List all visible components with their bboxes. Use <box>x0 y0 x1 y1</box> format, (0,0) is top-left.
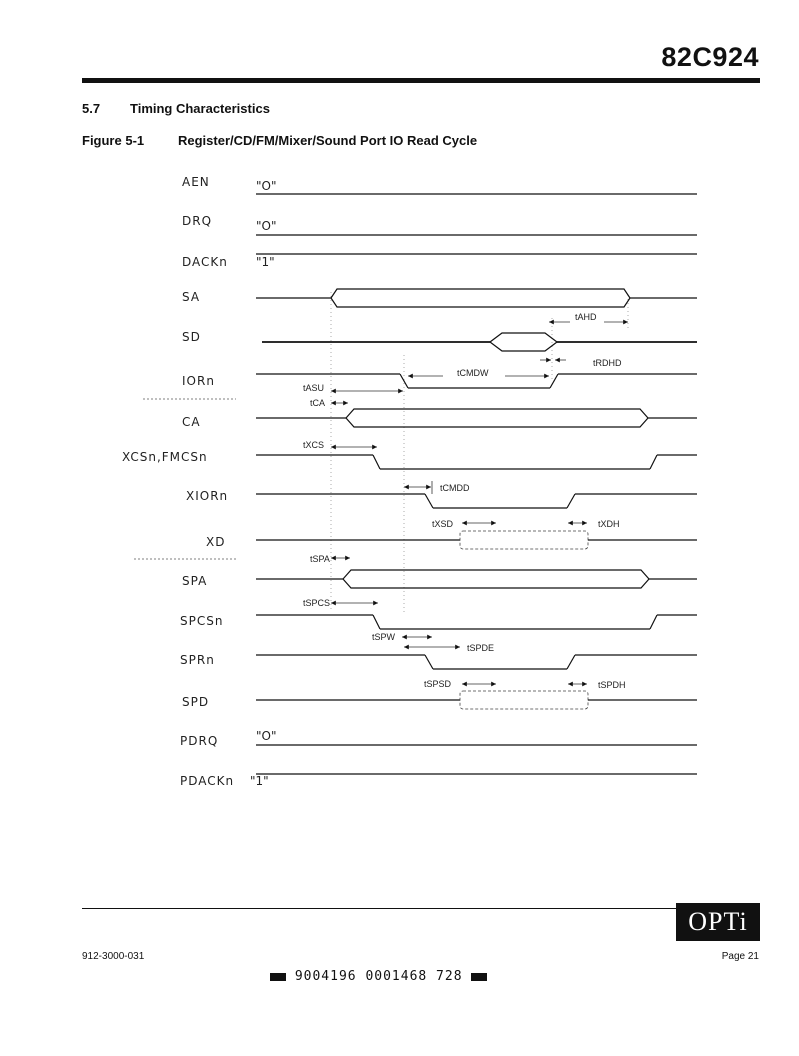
signal-label-pdrq: PDRQ <box>180 734 219 748</box>
figure-title: Register/CD/FM/Mixer/Sound Port IO Read Cycle <box>178 133 478 148</box>
timing-tca <box>310 398 348 408</box>
signal-label-drq: DRQ <box>182 214 213 228</box>
timing-tspa <box>310 554 350 564</box>
waveform-spcsn <box>256 615 697 629</box>
signal-label-sd: SD <box>182 330 201 344</box>
level-drq: "O" <box>256 219 277 233</box>
level-pdackn: "1" <box>250 774 269 788</box>
signal-label-ca: CA <box>182 415 201 429</box>
signal-label-spa: SPA <box>182 574 208 588</box>
waveform-spa <box>256 570 697 588</box>
timing-tspcs <box>303 598 378 608</box>
signal-label-xiorn: XIORn <box>186 489 229 503</box>
waveform-xd <box>256 531 697 549</box>
timing-label-txcs: tXCS <box>303 440 325 450</box>
signal-label-xd: XD <box>206 535 226 549</box>
timing-label-tspcs: tSPCS <box>303 598 331 608</box>
figure-number: Figure 5-1 <box>82 133 145 148</box>
signal-label-dackn: DACKn <box>182 255 228 269</box>
timing-tahd <box>549 312 628 322</box>
waveform-spd <box>256 691 697 709</box>
timing-label-tspa: tSPA <box>310 554 330 564</box>
level-aen: "O" <box>256 179 277 193</box>
waveform-sa <box>256 289 697 307</box>
timing-label-tspde: tSPDE <box>467 643 495 653</box>
page-number: Page 21 <box>721 951 759 962</box>
signal-label-sa: SA <box>182 290 201 304</box>
barcode <box>270 969 487 984</box>
signal-label-spcsn: SPCSn <box>180 614 224 628</box>
signal-label-pdackn: PDACKn <box>180 774 235 788</box>
timing-tspde <box>404 643 494 653</box>
section-number: 5.7 <box>82 101 101 116</box>
document-number: 912-3000-031 <box>82 951 145 962</box>
waveform-ca <box>256 409 697 427</box>
timing-tspw <box>372 632 432 642</box>
timing-label-tasu: tASU <box>303 383 325 393</box>
timing-tspsd <box>424 679 496 689</box>
timing-tspdh <box>568 680 626 690</box>
timing-tcmdd <box>404 481 470 494</box>
barcode-block-icon <box>471 973 487 981</box>
timing-label-tspw: tSPW <box>372 632 396 642</box>
timing-label-tspdh: tSPDH <box>598 680 626 690</box>
timing-label-tspsd: tSPSD <box>424 679 452 689</box>
section-title: Timing Characteristics <box>130 101 270 116</box>
barcode-block-icon <box>270 973 286 981</box>
barcode-text: 9004196 0001468 728 <box>294 969 463 984</box>
waveform-xcsn-fmcsn <box>256 455 697 469</box>
timing-label-txdh: tXDH <box>598 519 620 529</box>
timing-label-txsd: tXSD <box>432 519 454 529</box>
timing-label-tcmdw: tCMDW <box>457 368 489 378</box>
footer-rule <box>82 908 676 909</box>
timing-tcmdw <box>408 368 549 378</box>
timing-label-tcmdd: tCMDD <box>440 483 470 493</box>
timing-tasu <box>303 383 403 393</box>
timing-label-tahd: tAHD <box>575 312 597 322</box>
timing-label-tca: tCA <box>310 398 326 408</box>
level-pdrq: "O" <box>256 729 277 743</box>
timing-label-trdhd: tRDHD <box>593 358 622 368</box>
signal-label-iorn: IORn <box>182 374 215 388</box>
timing-txdh <box>568 519 620 529</box>
waveform-sprn <box>256 655 697 669</box>
signal-label-xcsn-fmcsn: XCSn,FMCSn <box>122 450 208 464</box>
signal-label-sprn: SPRn <box>180 653 215 667</box>
timing-txsd <box>432 519 496 529</box>
document-title: 82C924 <box>661 42 759 72</box>
level-dackn: "1" <box>256 255 275 269</box>
waveform-sd <box>262 333 697 351</box>
waveform-xiorn <box>256 494 697 508</box>
opti-logo: OPTi <box>676 903 760 941</box>
timing-txcs <box>303 440 377 450</box>
signal-label-spd: SPD <box>182 695 210 709</box>
signal-label-aen: AEN <box>182 175 210 189</box>
